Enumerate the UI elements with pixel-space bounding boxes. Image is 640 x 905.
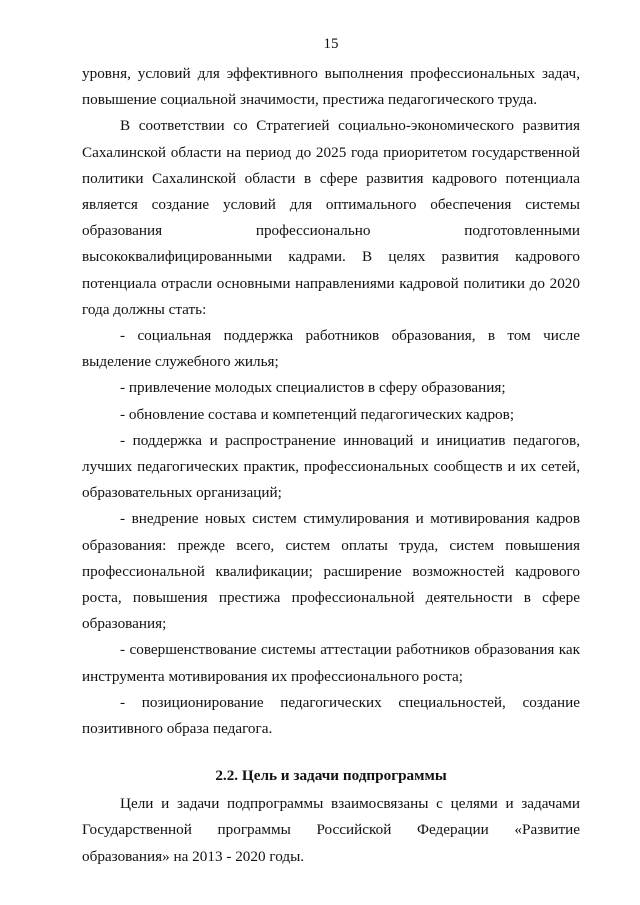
list-item-positioning: - позиционирование педагогических специальностей, создание позитивного образа педагога. — [82, 693, 580, 738]
document-page — [82, 34, 580, 870]
list-item-incentive-systems: - внедрение новых систем стимулирования и мотивирования кадров образования: прежде всего, систем оплаты труда, систем повышения профессиональной квалификации; расширение возможностей кадрового роста, повышения престижа профессиональной деятельности в сфере образования; — [82, 510, 580, 633]
list-item-innovation-support: - поддержка и распространение инноваций и инициатив педагогов, лучших педагогических практик, профессиональных сообществ и их сетей, образовательных организаций; — [82, 431, 580, 502]
section-heading: 2.2. Цель и задачи подпрограммы — [215, 767, 447, 785]
list-item-attestation: - совершенствование системы аттестации работников образования как инструмента мотивирования их профессионального роста; — [82, 641, 580, 685]
section-paragraph: Цели и задачи подпрограммы взаимосвязаны с целями и задачами Государственной программы Российской Федерации «Развитие образования» на 2013 - 2020 годы. — [82, 795, 580, 865]
paragraph-continuation: уровня, условий для эффективного выполнения профессиональных задач, повышение социальной значимости, престижа педагогического труда. — [82, 65, 580, 109]
paragraph-strategy: В соответствии со Стратегией социально-экономического развития Сахалинской области на период до 2025 года приоритетом государственной политики Сахалинской области в сфере развития кадрового потенциала является создание условий для оптимального обеспечения системы образования профессионально подготовленными высококвалифицированными кадрами. В целях развития кадрового потенциала отрасли основными направлениями кадровой политики до 2020 года должны стать: — [82, 117, 580, 318]
list-item-staff-renewal: - обновление состава и компетенций педагогических кадров; — [120, 405, 515, 423]
list-item-social-support: - социальная поддержка работников образования, в том числе выделение служебного жилья; — [82, 327, 580, 371]
page-number: 15 — [323, 36, 339, 52]
list-item-young-specialists: - привлечение молодых специалистов в сферу образования; — [120, 379, 506, 397]
